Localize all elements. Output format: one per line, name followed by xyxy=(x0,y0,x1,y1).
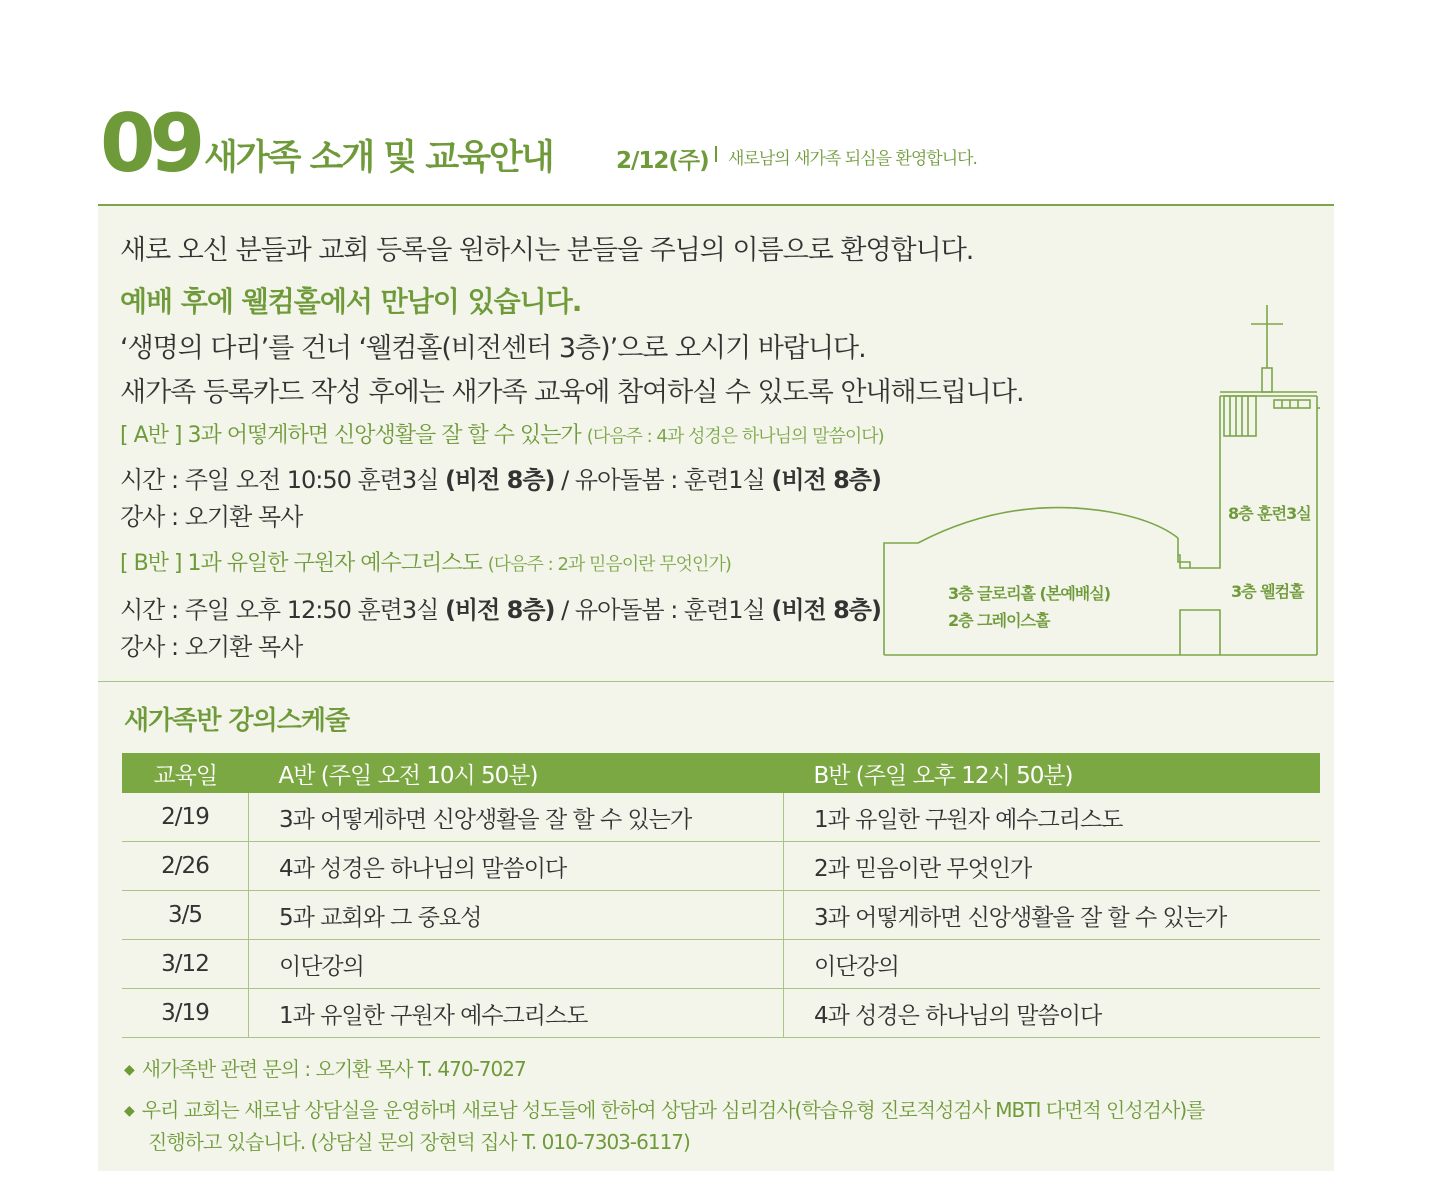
row-class-b: 이단강의 xyxy=(784,940,1321,989)
intro-line-2: 예배 후에 웰컴홀에서 만남이 있습니다. xyxy=(120,285,582,318)
class-b-care-location: (비전 8층) xyxy=(771,596,881,624)
class-b-care-text: / 유아돌봄 : 훈련1실 xyxy=(554,596,772,624)
row-date: 3/12 xyxy=(122,940,249,989)
col-b-header: B반 (주일 오후 12시 50분) xyxy=(784,753,1321,793)
section-date: 2/12(주) xyxy=(616,148,709,174)
section-title: 새가족 소개 및 교육안내 xyxy=(204,138,553,178)
section-divider xyxy=(98,681,1334,682)
class-a-teacher: 강사 : 오기환 목사 xyxy=(120,503,303,531)
class-b-teacher: 강사 : 오기환 목사 xyxy=(120,633,303,661)
note-counseling xyxy=(124,1094,1204,1123)
row-date: 3/5 xyxy=(122,891,249,940)
class-a-time xyxy=(120,460,881,495)
row-date: 3/19 xyxy=(122,989,249,1038)
col-a-header: A반 (주일 오전 10시 50분) xyxy=(249,753,784,793)
col-date-header: 교육일 xyxy=(122,753,249,793)
building-outline-icon xyxy=(880,300,1325,665)
section-number: 09 xyxy=(100,97,200,190)
class-a-time-location: (비전 8층) xyxy=(444,466,555,494)
note-inquiry-text: 새가족반 관련 문의 : 오기환 목사 T. 470-7027 xyxy=(141,1057,526,1081)
note-counseling-contact: 진행하고 있습니다. (상담실 문의 장현덕 집사 T. 010-7303-6117) xyxy=(148,1130,690,1154)
intro-line-3: ‘생명의 다리’를 건너 ‘웰컴홀(비전센터 3층)’으로 오시기 바랍니다. xyxy=(120,333,866,364)
table-row xyxy=(122,793,1320,842)
table-row xyxy=(122,989,1320,1038)
header-separator xyxy=(715,146,717,162)
section-subtitle: 새로남의 새가족 되심을 환영합니다. xyxy=(728,149,977,169)
class-a-title xyxy=(120,418,884,449)
row-date: 2/26 xyxy=(122,842,249,891)
table-row xyxy=(122,891,1320,940)
row-class-a: 이단강의 xyxy=(249,940,784,989)
row-class-a: 4과 성경은 하나님의 말씀이다 xyxy=(249,842,784,891)
diamond-bullet-icon: ◆ xyxy=(124,1062,134,1078)
schedule-title: 새가족반 강의스케줄 xyxy=(124,706,350,736)
label-8f: 8층 훈련3실 xyxy=(1228,504,1311,523)
schedule-table xyxy=(122,753,1320,1038)
class-a-care-location: (비전 8층) xyxy=(771,466,881,494)
class-b-time xyxy=(120,590,881,625)
class-a-time-text: 시간 : 주일 오전 10:50 훈련3실 xyxy=(120,466,445,494)
building-diagram xyxy=(880,300,1325,665)
row-class-b: 3과 어떻게하면 신앙생활을 잘 할 수 있는가 xyxy=(784,891,1321,940)
class-b-time-text: 시간 : 주일 오후 12:50 훈련3실 xyxy=(120,596,445,624)
class-b-time-location: (비전 8층) xyxy=(444,596,555,624)
class-b-next: (다음주 : 2과 믿음이란 무엇인가) xyxy=(487,554,731,575)
class-a-topic: [ A반 ] 3과 어떻게하면 신앙생활을 잘 할 수 있는가 xyxy=(120,423,581,448)
row-class-b: 1과 유일한 구원자 예수그리스도 xyxy=(784,793,1321,842)
row-class-a: 5과 교회와 그 중요성 xyxy=(249,891,784,940)
note-counseling-text: 우리 교회는 새로남 상담실을 운영하며 새로남 성도들에 한하여 상담과 심리검사(학습유형 진로적성검사 MBTI 다면적 인성검사)를 xyxy=(141,1098,1205,1122)
row-class-a: 3과 어떻게하면 신앙생활을 잘 할 수 있는가 xyxy=(249,793,784,842)
label-2f-grace: 2층 그레이스홀 xyxy=(948,611,1050,630)
row-class-a: 1과 유일한 구원자 예수그리스도 xyxy=(249,989,784,1038)
class-b-title xyxy=(120,546,731,577)
class-b-topic: [ B반 ] 1과 유일한 구원자 예수그리스도 xyxy=(120,551,482,576)
row-date: 2/19 xyxy=(122,793,249,842)
table-row xyxy=(122,940,1320,989)
intro-line-4: 새가족 등록카드 작성 후에는 새가족 교육에 참여하실 수 있도록 안내해드립니다. xyxy=(120,377,1024,408)
row-class-b: 2과 믿음이란 무엇인가 xyxy=(784,842,1321,891)
diamond-bullet-icon: ◆ xyxy=(124,1103,134,1119)
schedule-header-row xyxy=(122,753,1320,793)
table-row xyxy=(122,842,1320,891)
label-3f-glory: 3층 글로리홀 (본예배실) xyxy=(948,584,1111,603)
section-header xyxy=(100,97,1340,190)
class-a-next: (다음주 : 4과 성경은 하나님의 말씀이다) xyxy=(586,426,884,447)
label-3f-welcome: 3층 웰컴홀 xyxy=(1231,582,1304,601)
note-inquiry xyxy=(124,1053,526,1082)
intro-line-1: 새로 오신 분들과 교회 등록을 원하시는 분들을 주님의 이름으로 환영합니다. xyxy=(120,235,974,266)
row-class-b: 4과 성경은 하나님의 말씀이다 xyxy=(784,989,1321,1038)
class-a-care-text: / 유아돌봄 : 훈련1실 xyxy=(554,466,772,494)
